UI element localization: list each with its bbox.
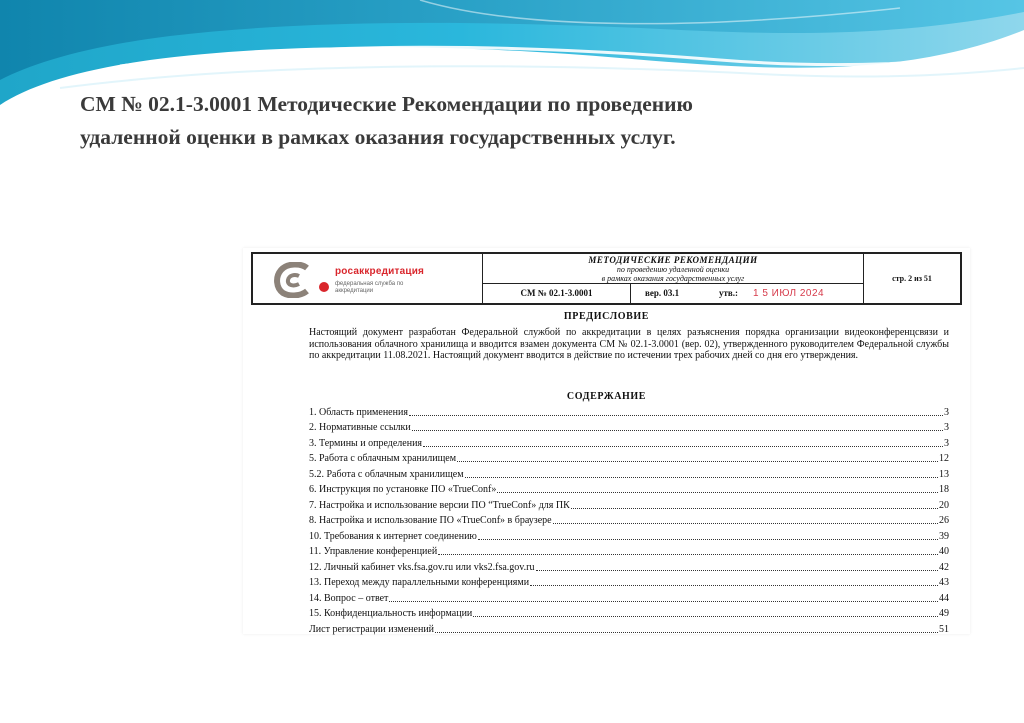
toc-item: 2. Нормативные ссылки 3 — [309, 422, 949, 433]
toc-item: 1. Область применения 3 — [309, 406, 949, 418]
logo-subtitle: федеральная служба по аккредитации — [335, 281, 404, 294]
toc-item: 14. Вопрос – ответ 44 — [309, 592, 949, 604]
toc-item: Лист регистрации изменений 51 — [309, 623, 949, 635]
toc-item: 5.2. Работа с облачным хранилищем 13 — [309, 468, 949, 480]
toc-item: 6. Инструкция по установке ПО «TrueConf» 18 — [309, 484, 949, 495]
doc-approved-label: утв.: — [719, 288, 739, 298]
doc-page-number: стр. 2 из 51 — [863, 254, 960, 303]
logo-red-dot-icon — [319, 282, 329, 292]
toc-heading: СОДЕРЖАНИЕ — [566, 391, 647, 402]
table-of-contents — [309, 403, 949, 636]
doc-approved-stamp: 1 5 ИЮЛ 2024 — [753, 288, 825, 299]
document-header-table — [251, 252, 962, 305]
preface-heading: ПРЕДИСЛОВИЕ — [563, 311, 650, 322]
toc-item: 15. Конфиденциальность информации 49 — [309, 608, 949, 619]
doc-title-line-3: в рамках оказания государственных услуг — [601, 274, 745, 283]
doc-title-line-1: МЕТОДИЧЕСКИЕ РЕКОМЕНДАЦИИ — [588, 255, 758, 265]
toc-item: 11. Управление конференцией 40 — [309, 546, 949, 557]
preface-text: Настоящий документ разработан Федеральной службой по аккредитации в целях разъяснения порядка организации видеоконференцсвязи и использования облачного хранилища и вводится взамен документа СМ № 02.1-3.0001 (вер. 02), утвержденного руководителем Федеральной службы по аккредитации 11.08.2021. Настоящий документ вводится в действие по истечении трех рабочих дней со дня его утверждения. — [309, 327, 949, 361]
slide-title — [80, 88, 960, 154]
doc-title-line-2: по проведению удаленной оценки — [616, 265, 730, 274]
logo-cell — [253, 254, 483, 303]
slide-title-line-2: удаленной оценки в рамках оказания государственных услуг. — [80, 125, 676, 149]
logo-name: росаккредитация — [335, 266, 425, 277]
doc-title-cell — [483, 254, 863, 284]
toc-item: 7. Настройка и использование версии ПО “TrueConf» для ПК 20 — [309, 499, 949, 511]
toc-item: 13. Переход между параллельными конференциями 43 — [309, 577, 949, 588]
document-scan — [243, 248, 970, 634]
toc-item: 12. Личный кабинет vks.fsa.gov.ru или vks2.fsa.gov.ru 42 — [309, 561, 949, 573]
doc-code: СМ № 02.1-3.0001 — [483, 284, 631, 303]
toc-item: 10. Требования к интернет соединению 39 — [309, 530, 949, 542]
rosaccreditation-logo-icon — [273, 262, 313, 298]
toc-item: 8. Настройка и использование ПО «TrueConf» в браузере 26 — [309, 515, 949, 526]
doc-version: вер. 03.1 — [645, 288, 680, 298]
toc-item: 5. Работа с облачным хранилищем 12 — [309, 453, 949, 464]
toc-item: 3. Термины и определения 3 — [309, 437, 949, 449]
slide-title-line-1: СМ № 02.1-3.0001 Методические Рекомендации по проведению — [80, 92, 693, 116]
